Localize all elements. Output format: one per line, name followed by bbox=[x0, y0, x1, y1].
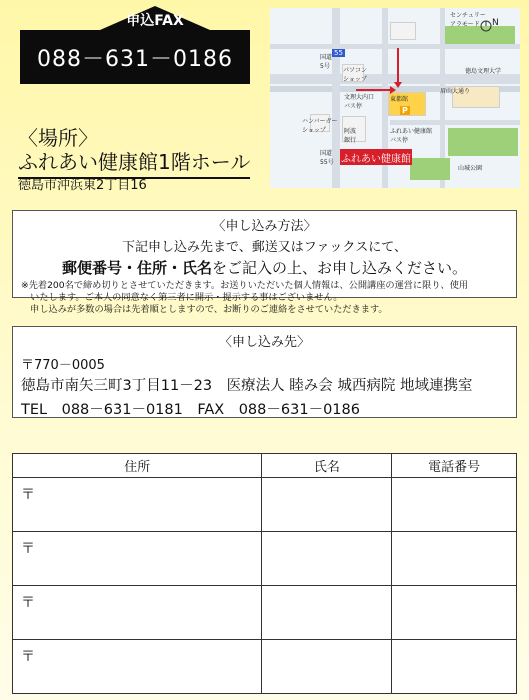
compass-icon bbox=[480, 20, 492, 32]
map-road bbox=[390, 120, 520, 125]
method-title: 〈申し込み方法〉 bbox=[212, 219, 317, 234]
route-arrow-icon bbox=[356, 86, 396, 94]
application-method-box bbox=[12, 210, 517, 315]
destination-zip: 〒770－0005 bbox=[21, 358, 105, 373]
route-arrow-icon bbox=[394, 48, 402, 88]
header-address: 住所 bbox=[13, 454, 262, 478]
table-row bbox=[13, 640, 517, 694]
method-line2-rest: をご記入の上、お申し込みください。 bbox=[212, 259, 468, 277]
address-cell[interactable] bbox=[13, 586, 262, 640]
map-label: 文理大内口 バス停 bbox=[344, 94, 375, 110]
fax-number-box bbox=[20, 30, 250, 84]
method-required-fields: 郵便番号・住所・氏名 bbox=[61, 259, 212, 277]
map-label: ふれあい健康館 バス停 bbox=[390, 128, 433, 144]
postal-mark: 〒 bbox=[21, 595, 35, 611]
header-name: 氏名 bbox=[262, 454, 392, 478]
name-cell[interactable] bbox=[262, 532, 392, 586]
place-heading: 〈場所〉 bbox=[18, 126, 98, 150]
postal-mark: 〒 bbox=[21, 487, 35, 503]
application-form-table bbox=[12, 453, 517, 694]
map-label: 山城公園 bbox=[458, 165, 483, 172]
table-row bbox=[13, 532, 517, 586]
phone-cell[interactable] bbox=[392, 532, 517, 586]
name-cell[interactable] bbox=[262, 478, 392, 532]
map-park bbox=[410, 158, 450, 180]
map-label: パソコン ショップ bbox=[343, 67, 367, 83]
map-label: 東都館 bbox=[390, 96, 409, 103]
place-address: 徳島市沖浜東2丁目16 bbox=[18, 178, 147, 193]
location-map bbox=[270, 8, 520, 188]
place-name: ふれあい健康館1階ホール bbox=[18, 146, 250, 179]
fax-number: 088－631－0186 bbox=[37, 46, 233, 72]
map-park bbox=[448, 128, 518, 156]
postal-mark: 〒 bbox=[21, 649, 35, 665]
table-row bbox=[13, 586, 517, 640]
fax-arrow-header bbox=[100, 6, 210, 30]
method-line1: 下記申し込み先まで、郵送又はファックスにて、 bbox=[121, 240, 408, 255]
address-cell[interactable] bbox=[13, 532, 262, 586]
map-label: ハンバーガー ショップ bbox=[302, 118, 338, 134]
header-phone: 電話番号 bbox=[392, 454, 517, 478]
name-cell[interactable] bbox=[262, 640, 392, 694]
method-note1: ※先着200名で締め切りとさせていただきます。お送りいただいた個人情報は、公開講座の運営に限り、使用 bbox=[21, 280, 469, 291]
map-label: 徳島文理大学 bbox=[465, 68, 502, 75]
north-icon: N bbox=[492, 18, 499, 28]
phone-cell[interactable] bbox=[392, 586, 517, 640]
map-label: 眉山大通り bbox=[440, 88, 471, 95]
fax-label: 申込FAX bbox=[126, 13, 184, 29]
map-route-sign: 55 bbox=[334, 49, 343, 57]
method-note2: いたします。ご本人の同意なく第三者に開示・提示する事はございません。 bbox=[21, 292, 343, 303]
phone-cell[interactable] bbox=[392, 478, 517, 532]
postal-mark: 〒 bbox=[21, 541, 35, 557]
destination-address: 徳島市南矢三町3丁目11－23 医療法人 睦み会 城西病院 地域連携室 bbox=[21, 378, 473, 394]
map-building bbox=[390, 22, 416, 40]
application-destination-box bbox=[12, 326, 517, 418]
destination-title: 〈申し込み先〉 bbox=[218, 335, 310, 350]
map-label: 国道 55号 bbox=[320, 150, 334, 166]
table-row bbox=[13, 478, 517, 532]
map-label: 国道 5号 bbox=[320, 54, 333, 70]
address-cell[interactable] bbox=[13, 640, 262, 694]
address-cell[interactable] bbox=[13, 478, 262, 532]
phone-cell[interactable] bbox=[392, 640, 517, 694]
name-cell[interactable] bbox=[262, 586, 392, 640]
map-label: 阿波 銀行 bbox=[344, 128, 357, 144]
destination-tel-fax: TEL 088－631－0181 FAX 088－631－0186 bbox=[21, 402, 360, 418]
method-note3: 申し込みが多数の場合は先着順としますので、お断りのご連絡をさせていただきます。 bbox=[21, 304, 388, 315]
method-line2 bbox=[21, 257, 508, 278]
map-destination-label: ふれあい健康館 bbox=[340, 149, 412, 165]
map-label: センチュリー アラモード bbox=[450, 12, 486, 28]
form-header-row bbox=[13, 454, 517, 478]
parking-icon: P bbox=[402, 106, 408, 115]
